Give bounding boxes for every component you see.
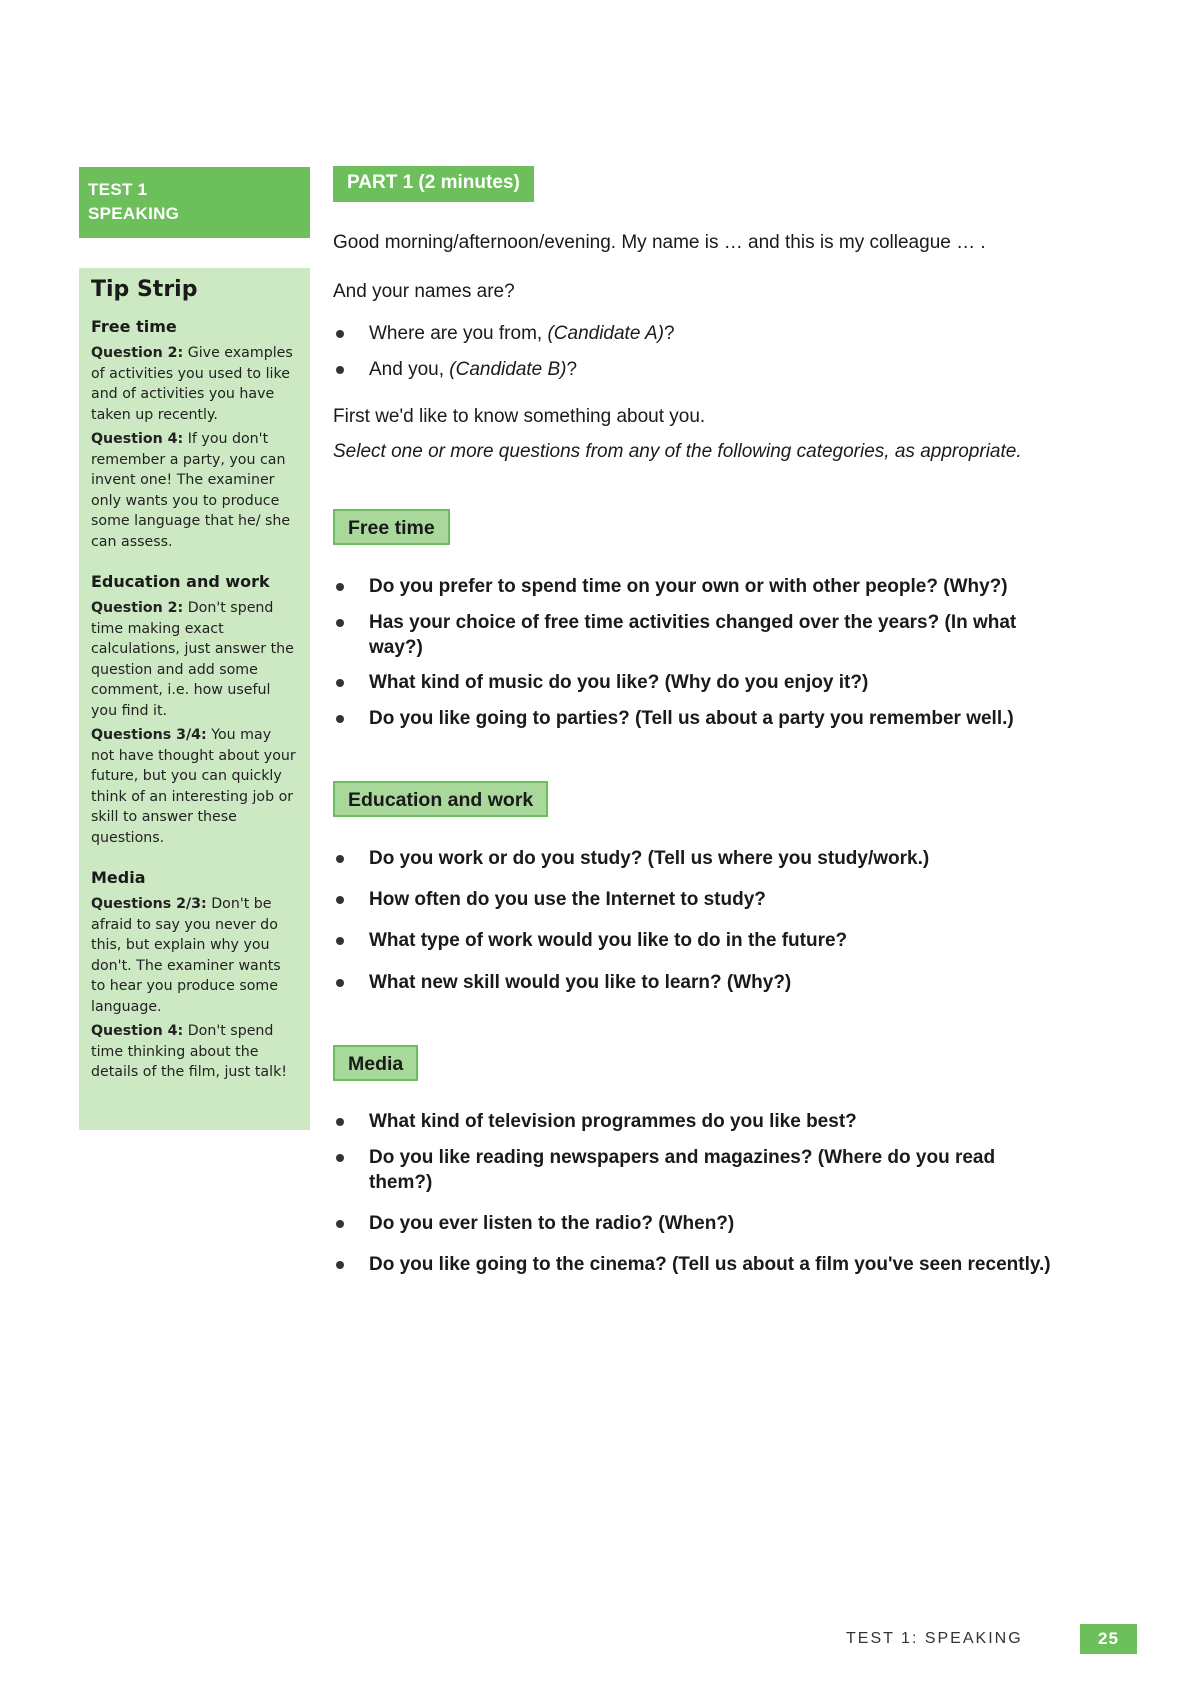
tip-section-education-work bbox=[91, 572, 298, 848]
tip-item-label: Question 4: bbox=[91, 431, 184, 447]
tip-item-text: You may not have thought about your future, but you can quickly think of an interesting job or skill to answer these questions. bbox=[91, 727, 296, 846]
intro-line: Good morning/afternoon/evening. My name is … and this is my colleague … . bbox=[333, 232, 986, 253]
tip-section-media bbox=[91, 868, 298, 1083]
tip-section-free-time bbox=[91, 317, 298, 552]
tip-item-label: Questions 2/3: bbox=[91, 896, 207, 912]
bullet-text: Where are you from, bbox=[369, 323, 548, 344]
tip-item-label: Question 2: bbox=[91, 600, 184, 616]
part-1-header: PART 1 (2 minutes) bbox=[333, 166, 534, 202]
tip-section-heading: Education and work bbox=[91, 572, 270, 591]
tip-item-text: Give examples of activities you used to like and of activities you have taken up recently. bbox=[91, 345, 293, 423]
running-footer: TEST 1: SPEAKING bbox=[846, 1630, 1023, 1647]
names-line: And your names are? bbox=[333, 281, 515, 302]
question-item: Has your choice of free time activities changed over the years? (In what way?) bbox=[333, 610, 1033, 660]
question-item: Do you work or do you study? (Tell us where you study/work.) bbox=[333, 846, 1153, 871]
question-item: What new skill would you like to learn? (Why?) bbox=[333, 970, 1153, 995]
tip-strip-title: Tip Strip bbox=[91, 277, 198, 302]
intro-bullet bbox=[333, 321, 1153, 346]
bullet-end: ? bbox=[566, 359, 578, 380]
tip-section-heading: Free time bbox=[91, 317, 177, 336]
question-item: How often do you use the Internet to study? bbox=[333, 887, 1153, 912]
question-item: Do you like going to the cinema? (Tell us about a film you've seen recently.) bbox=[333, 1252, 1153, 1277]
tip-item bbox=[91, 598, 298, 721]
category-heading-education-work: Education and work bbox=[333, 781, 548, 817]
question-item: What kind of television programmes do you like best? bbox=[333, 1109, 1153, 1134]
question-item: Do you ever listen to the radio? (When?) bbox=[333, 1211, 1153, 1236]
category-heading-free-time: Free time bbox=[333, 509, 450, 545]
tip-item-label: Questions 3/4: bbox=[91, 727, 207, 743]
bullet-end: ? bbox=[663, 323, 675, 344]
first-line: First we'd like to know something about you. bbox=[333, 406, 706, 427]
candidate-label: (Candidate B) bbox=[449, 359, 567, 380]
tip-item-text: Don't spend time making exact calculations, just answer the question and add some comment, i.e. how useful you find it. bbox=[91, 600, 294, 719]
candidate-label: (Candidate A) bbox=[547, 323, 664, 344]
tip-strip bbox=[79, 268, 310, 1130]
tip-item bbox=[91, 429, 298, 552]
intro-bullet bbox=[333, 357, 1153, 382]
header-speaking-label: SPEAKING bbox=[88, 204, 180, 223]
question-item: What type of work would you like to do in the future? bbox=[333, 928, 1153, 953]
question-item: Do you like going to parties? (Tell us about a party you remember well.) bbox=[333, 706, 1153, 731]
question-item: Do you like reading newspapers and magazines? (Where do you read them?) bbox=[333, 1145, 1033, 1195]
tip-item-text: If you don't remember a party, you can invent one! The examiner only wants you to produce some language that he/ she can assess. bbox=[91, 431, 291, 550]
tip-item bbox=[91, 343, 298, 425]
tip-item-text: Don't be afraid to say you never do this, but explain why you don't. The examiner wants to hear you produce some language. bbox=[91, 896, 281, 1015]
header-test-label: TEST 1 bbox=[88, 180, 148, 199]
question-item: What kind of music do you like? (Why do you enjoy it?) bbox=[333, 670, 1153, 695]
question-item: Do you prefer to spend time on your own or with other people? (Why?) bbox=[333, 574, 1153, 599]
tip-item bbox=[91, 725, 298, 848]
bullet-text: And you, bbox=[369, 359, 450, 380]
tip-item-label: Question 2: bbox=[91, 345, 184, 361]
page-number: 25 bbox=[1080, 1624, 1137, 1654]
tip-item-text: Don't spend time thinking about the details of the film, just talk! bbox=[91, 1023, 287, 1080]
select-instruction: Select one or more questions from any of the following categories, as appropriate. bbox=[333, 441, 1022, 462]
tip-section-heading: Media bbox=[91, 868, 146, 887]
category-heading-media: Media bbox=[333, 1045, 418, 1081]
tip-item-label: Question 4: bbox=[91, 1023, 184, 1039]
test-speaking-header bbox=[79, 167, 310, 238]
tip-item bbox=[91, 894, 298, 1017]
tip-item bbox=[91, 1021, 298, 1083]
